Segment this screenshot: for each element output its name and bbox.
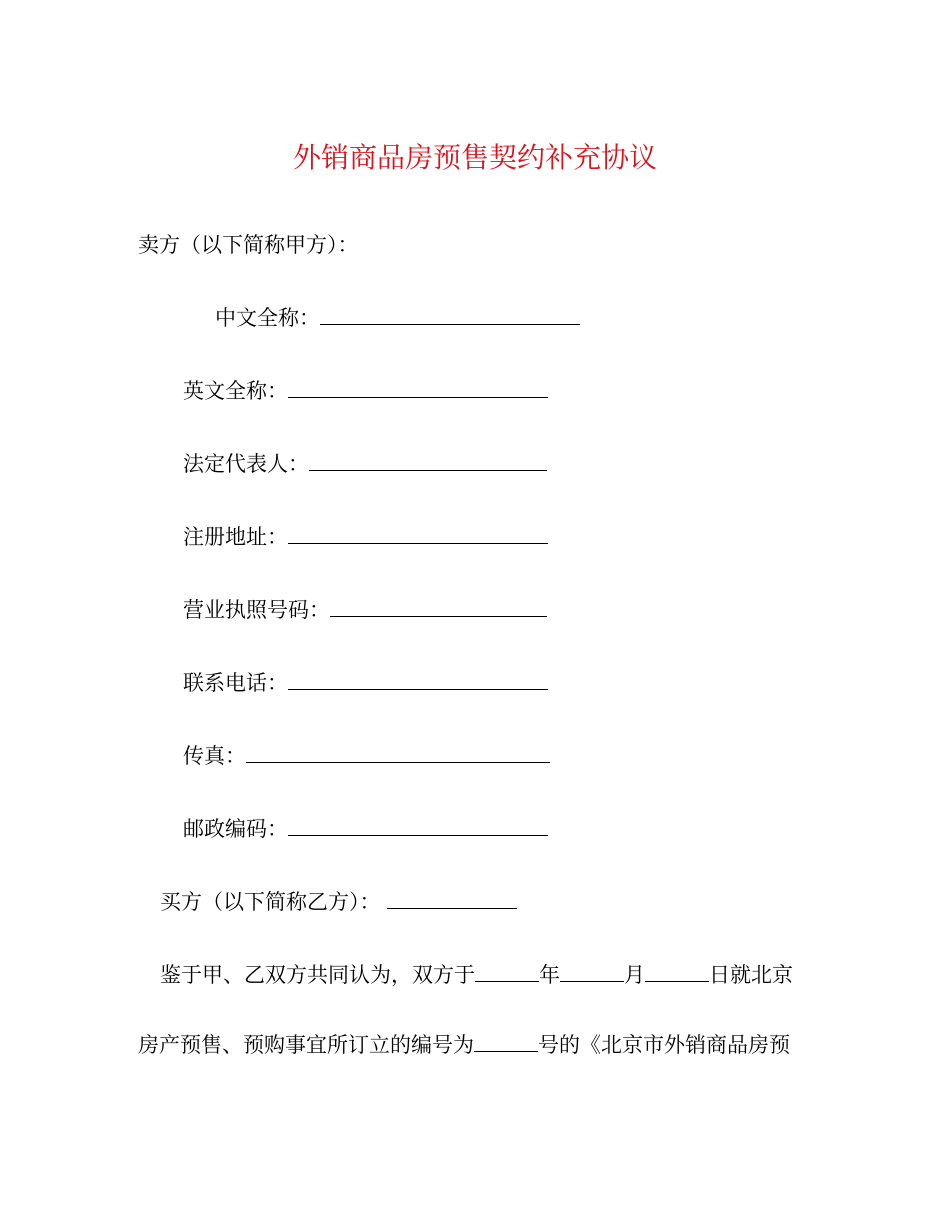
month-label: 月 bbox=[624, 963, 645, 987]
seller-address-field bbox=[183, 523, 548, 551]
buyer-name-blank[interactable] bbox=[387, 888, 517, 909]
document-title: 外销商品房预售契约补充协议 bbox=[292, 141, 657, 174]
year-blank[interactable] bbox=[475, 963, 539, 982]
day-blank[interactable] bbox=[645, 963, 709, 982]
seller-license-field bbox=[183, 596, 547, 624]
month-blank[interactable] bbox=[560, 963, 624, 982]
chinese-name-blank[interactable] bbox=[320, 304, 580, 325]
paragraph-text: 日就北京 bbox=[709, 963, 793, 987]
english-name-blank[interactable] bbox=[288, 377, 548, 398]
field-label: 中文全称： bbox=[215, 306, 320, 330]
seller-postcode-field bbox=[183, 815, 548, 843]
buyer-heading-field bbox=[160, 888, 517, 916]
field-label: 英文全称： bbox=[183, 379, 288, 403]
seller-english-name-field bbox=[183, 377, 548, 405]
seller-fax-field bbox=[183, 742, 550, 770]
phone-blank[interactable] bbox=[288, 669, 548, 690]
paragraph-line-1 bbox=[160, 961, 793, 989]
field-label: 联系电话： bbox=[183, 671, 288, 695]
seller-chinese-name-field bbox=[215, 304, 580, 332]
year-label: 年 bbox=[539, 963, 560, 987]
seller-heading: 卖方（以下简称甲方）： bbox=[138, 233, 359, 257]
seller-legal-rep-field bbox=[183, 450, 547, 478]
contract-number-blank[interactable] bbox=[474, 1033, 538, 1052]
paragraph-text: 鉴于甲、乙双方共同认为，双方于 bbox=[160, 963, 475, 987]
field-label: 邮政编码： bbox=[183, 817, 288, 841]
address-blank[interactable] bbox=[288, 523, 548, 544]
paragraph-line-2 bbox=[138, 1031, 790, 1059]
paragraph-text: 号的《北京市外销商品房预 bbox=[538, 1033, 790, 1057]
field-label: 注册地址： bbox=[183, 525, 288, 549]
buyer-heading: 买方（以下简称乙方）： bbox=[160, 890, 381, 914]
postcode-blank[interactable] bbox=[288, 815, 548, 836]
seller-phone-field bbox=[183, 669, 548, 697]
field-label: 营业执照号码： bbox=[183, 598, 330, 622]
legal-rep-blank[interactable] bbox=[309, 450, 547, 471]
paragraph-text: 房产预售、预购事宜所订立的编号为 bbox=[138, 1033, 474, 1057]
license-blank[interactable] bbox=[330, 596, 547, 617]
field-label: 法定代表人： bbox=[183, 452, 309, 476]
fax-blank[interactable] bbox=[246, 742, 550, 763]
field-label: 传真： bbox=[183, 744, 246, 768]
